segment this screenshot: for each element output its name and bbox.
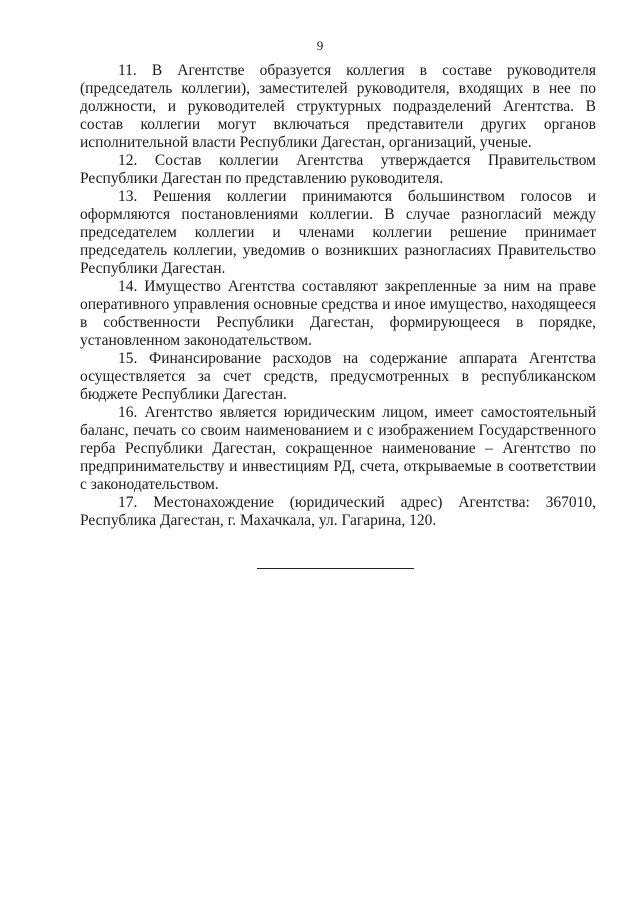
paragraph-16: 16. Агентство является юридическим лицом, имеет самостоятельный баланс, печать со своим наименованием и с изображением Государственного герба Республики Дагестан, сокращенное наименование – Агентство по предпринимательству и инвестициям РД, счета, открываемые в соответствии с законодательством. (80, 404, 596, 493)
paragraph-12: 12. Состав коллегии Агентства утверждается Правительством Республики Дагестан по представлению руководителя. (80, 152, 596, 187)
paragraph-15: 15. Финансирование расходов на содержание аппарата Агентства осуществляется за счет средств, предусмотренных в республиканском бюджете Республики Дагестан. (80, 350, 596, 403)
paragraph-11: 11. В Агентстве образуется коллегия в составе руководителя (председатель коллегии), заместителей руководителя, входящих в нее по должности, и руководителей структурных подразделений Агентства. В состав коллегии могут включаться представители других органов исполнительной власти Республики Дагестан, организаций, ученые. (80, 62, 596, 151)
page-number: 9 (316, 38, 324, 53)
document-body (80, 62, 596, 530)
paragraph-13: 13. Решения коллегии принимаются большинством голосов и оформляются постановлениями коллегии. В случае разногласий между председателем коллегии и членами коллегии решение принимает председатель коллегии, уведомив о возникших разногласиях Правительство Республики Дагестан. (80, 188, 596, 277)
paragraph-14: 14. Имущество Агентства составляют закрепленные за ним на праве оперативного управления основные средства и иное имущество, находящееся в собственности Республики Дагестан, формирующееся в порядке, установленном законодательством. (80, 278, 596, 349)
paragraph-17: 17. Местонахождение (юридический адрес) Агентства: 367010, Республика Дагестан, г. Махачкала, ул. Гагарина, 120. (80, 494, 596, 529)
end-of-document-rule (257, 568, 414, 569)
